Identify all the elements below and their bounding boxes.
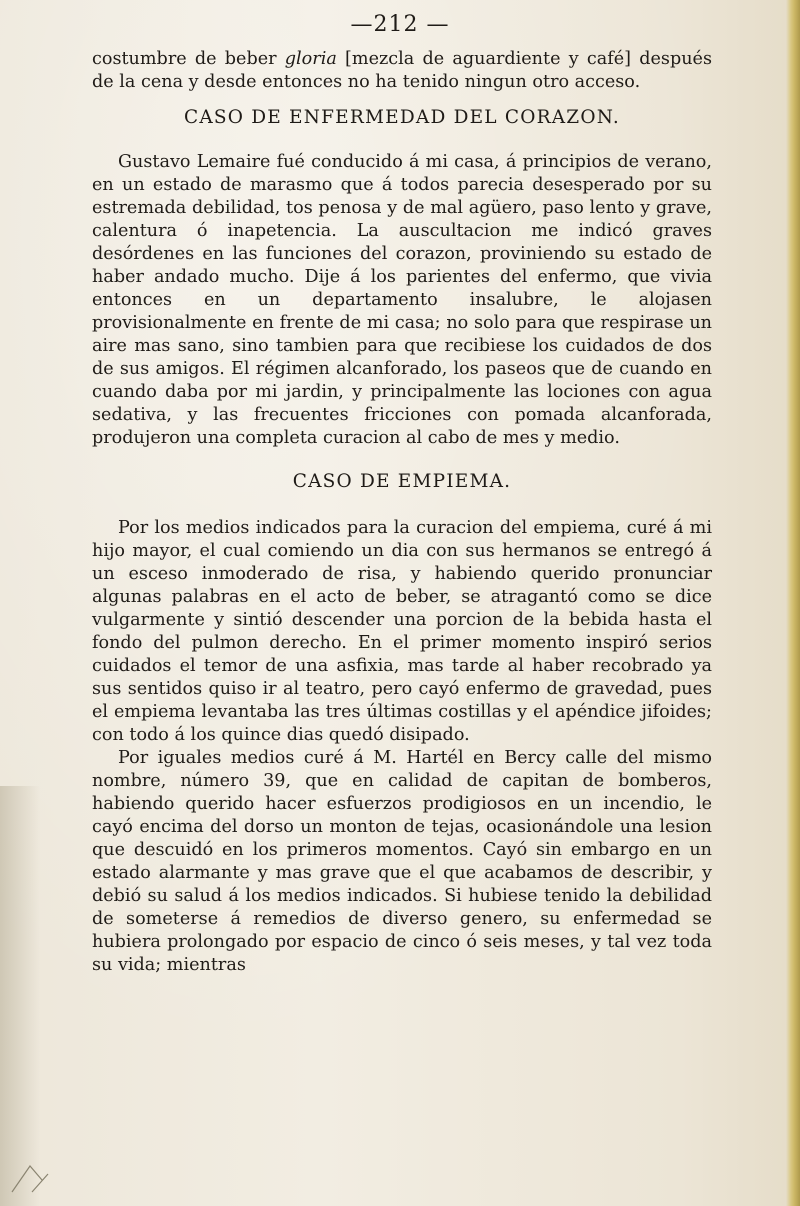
page-number: —212 — [350, 12, 450, 37]
heading-caso-empiema: CASO DE EMPIEMA. [292, 471, 512, 492]
intro-text-end: [mezcla de aguardiente y café] después de la cena y desde entonces no ha tenido ningun otro acceso. [92, 49, 712, 92]
paragraph-intro [92, 48, 712, 94]
paragraph-empiema-2: Por iguales medios curé á M. Hartél en Bercy calle del mismo nombre, número 39, que en calidad de capitan de bomberos, habiendo querido hacer esfuerzos prodigiosos en un incendio, le cayó encima del dorso un monton de tejas, ocasionándole una lesion que descuidó en los primeros momentos. Cayó sin embargo en un estado alarmante y mas grave que el que acabamos de describir, y debió su salud á los medios indicados. Si hubiese tenido la debilidad de someterse á remedios de diverso genero, su enfermedad se hubiera prolongado por espacio de cinco ó seis meses, y tal vez toda su vida; mientras [92, 748, 712, 975]
paragraph-corazon: Gustavo Lemaire fué conducido á mi casa, á principios de verano, en un estado de marasmo que á todos parecia desesperado por su estremada debilidad, tos penosa y de mal agüero, paso lento y grave, calentura ó inapetencia. La auscultacion me indicó graves desórdenes en las funciones del corazon, proviniendo su estado de haber andado mucho. Dije á los parientes del enfermo, que vivia entonces en un departamento insalubre, le alojasen provisionalmente en frente de mi casa; no solo para que respirase un aire mas sano, sino tambien para que recibiese los cuidados de dos de sus amigos. El régimen alcanforado, los paseos que de cuando en cuando daba por mi jardin, y principalmente las lociones con agua sedativa, y las frecuentes fricciones con pomada alcanforada, produjeron una completa curacion al cabo de mes y medio. [92, 152, 712, 448]
page-shadow [0, 786, 40, 1206]
corner-fold-mark [8, 1156, 78, 1196]
intro-italic-term: gloria [284, 49, 337, 69]
paragraph-empiema-1: Por los medios indicados para la curacion del empiema, curé á mi hijo mayor, el cual comiendo un dia con sus hermanos se entregó á un esceso inmoderado de risa, y habiendo querido pronunciar algunas palabras en el acto de beber, se atragantó como se dice vulgarmente y sintió descender una porcion de la bebida hasta el fondo del pulmon derecho. En el primer momento inspiró serios cuidados el temor de una asfixia, mas tarde al haber recobrado ya sus sentidos quiso ir al teatro, pero cayó enfermo de gravedad, pues el empiema levantaba las tres últimas costillas y el apéndice jifoides; con todo á los quince dias quedó disipado. [92, 518, 712, 745]
page-edge-binding [786, 0, 800, 1206]
intro-text-start: costumbre de beber [92, 49, 285, 69]
body-text [92, 48, 712, 977]
heading-caso-corazon: CASO DE ENFERMEDAD DEL CORAZON. [184, 107, 620, 128]
